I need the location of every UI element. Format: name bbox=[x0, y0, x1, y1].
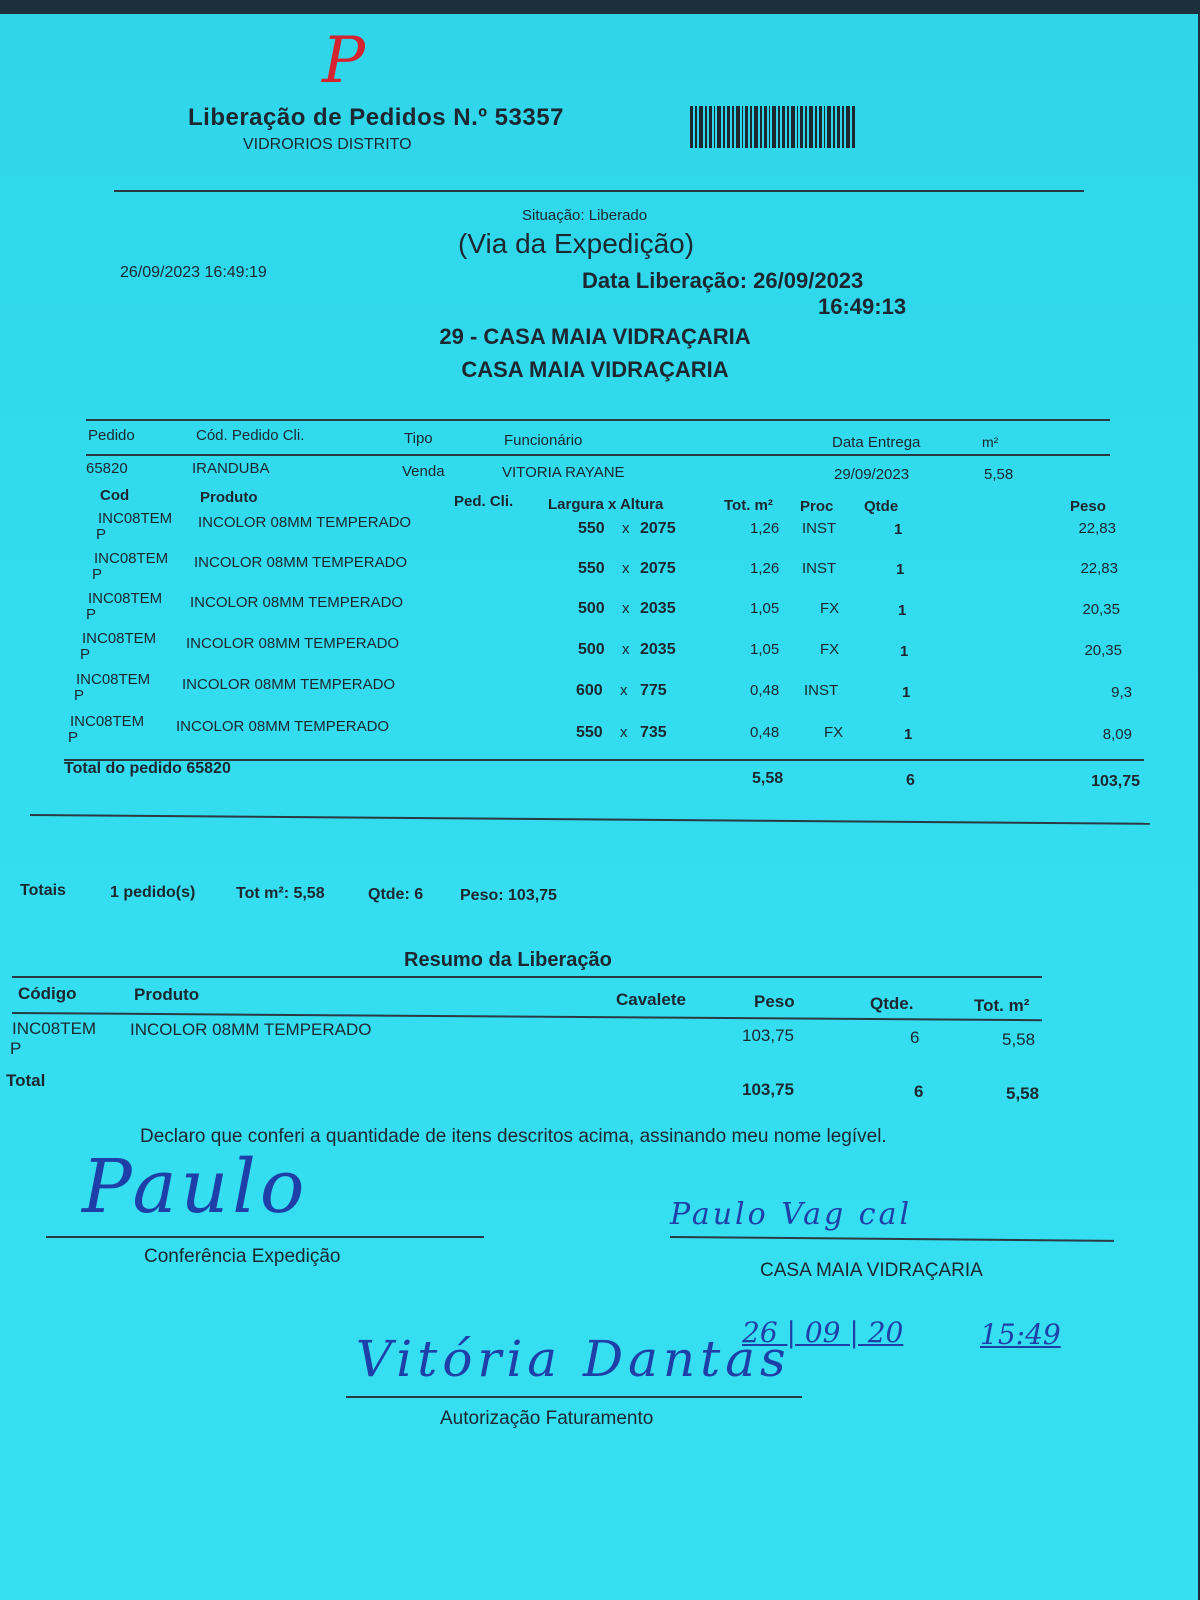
order-total-peso: 103,75 bbox=[1091, 773, 1140, 790]
item-produto: INCOLOR 08MM TEMPERADO bbox=[198, 514, 412, 531]
item-produto: INCOLOR 08MM TEMPERADO bbox=[186, 635, 400, 652]
summary-total-peso: 103,75 bbox=[742, 1080, 794, 1099]
summary-header-qtde: Qtde. bbox=[870, 994, 914, 1013]
summary-header-cavalete: Cavalete bbox=[616, 990, 686, 1009]
item-proc: INST bbox=[804, 682, 839, 699]
item-produto: INCOLOR 08MM TEMPERADO bbox=[176, 718, 390, 735]
item-largura: 550 bbox=[576, 724, 603, 741]
handwritten-date: 26 | 09 | 20 bbox=[742, 1316, 904, 1349]
item-tot-m2: 1,05 bbox=[750, 600, 780, 617]
item-header-produto: Produto bbox=[200, 489, 258, 506]
order-total-qtde: 6 bbox=[906, 772, 915, 789]
status-text: Situação: Liberado bbox=[522, 207, 648, 224]
item-altura: 2035 bbox=[640, 641, 676, 658]
item-altura: 2075 bbox=[640, 520, 676, 537]
col-header-tipo: Tipo bbox=[404, 430, 433, 447]
signature-cliente: Paulo Vag cal bbox=[670, 1197, 913, 1232]
client-line-1: 29 - CASA MAIA VIDRAÇARIA bbox=[439, 324, 751, 349]
summary-cod-suffix: P bbox=[10, 1039, 22, 1058]
summary-tot-m2: 5,58 bbox=[1002, 1030, 1036, 1049]
summary-peso: 103,75 bbox=[742, 1026, 794, 1045]
order-data-entrega: 29/09/2023 bbox=[834, 466, 910, 483]
item-tot-m2: 0,48 bbox=[750, 724, 780, 741]
totals-pedidos: 1 pedido(s) bbox=[110, 884, 196, 901]
item-header-ped-cli: Ped. Cli. bbox=[454, 493, 514, 510]
signature-autorizacao: Vitória Dantas bbox=[356, 1330, 791, 1388]
item-peso: 22,83 bbox=[1078, 520, 1116, 537]
summary-qtde: 6 bbox=[910, 1028, 920, 1047]
handwritten-time: 15:49 bbox=[980, 1318, 1061, 1351]
summary-title: Resumo da Liberação bbox=[404, 949, 612, 971]
signature-label-autorizacao: Autorização Faturamento bbox=[440, 1408, 654, 1429]
summary-total-qtde: 6 bbox=[914, 1082, 924, 1101]
item-x: x bbox=[620, 682, 628, 699]
item-peso: 20,35 bbox=[1084, 642, 1122, 659]
col-header-pedido: Pedido bbox=[88, 427, 135, 444]
item-peso: 20,35 bbox=[1082, 601, 1120, 618]
signature-label-cliente: CASA MAIA VIDRAÇARIA bbox=[760, 1260, 983, 1281]
item-produto: INCOLOR 08MM TEMPERADO bbox=[194, 554, 408, 571]
item-qtde: 1 bbox=[900, 643, 909, 660]
item-altura: 2035 bbox=[640, 600, 676, 617]
col-header-m2: m² bbox=[982, 434, 999, 450]
item-cod-suffix: P bbox=[68, 729, 79, 746]
col-header-data-entrega: Data Entrega bbox=[832, 434, 921, 451]
item-largura: 550 bbox=[578, 520, 605, 537]
item-cod: INC08TEM bbox=[88, 590, 163, 607]
declaration-text: Declaro que conferi a quantidade de itens descritos acima, assinando meu nome legível. bbox=[140, 1126, 887, 1147]
liberation-date: Data Liberação: 26/09/2023 bbox=[582, 268, 864, 293]
item-qtde: 1 bbox=[896, 561, 905, 578]
item-header-peso: Peso bbox=[1070, 498, 1106, 515]
item-altura: 735 bbox=[640, 724, 667, 741]
item-header-dims: Largura x Altura bbox=[548, 496, 664, 513]
item-peso: 9,3 bbox=[1111, 684, 1132, 701]
item-x: x bbox=[622, 600, 630, 617]
item-largura: 500 bbox=[578, 600, 605, 617]
summary-total-tot-m2: 5,58 bbox=[1006, 1084, 1040, 1103]
item-proc: FX bbox=[820, 600, 840, 617]
item-x: x bbox=[622, 560, 630, 577]
order-funcionario: VITORIA RAYANE bbox=[502, 464, 625, 481]
totals-qtde: Qtde: 6 bbox=[368, 886, 424, 903]
order-pedido: 65820 bbox=[86, 460, 128, 477]
item-proc: FX bbox=[824, 724, 844, 741]
item-qtde: 1 bbox=[894, 521, 903, 538]
item-x: x bbox=[622, 520, 630, 537]
item-peso: 8,09 bbox=[1102, 726, 1132, 743]
item-x: x bbox=[620, 724, 628, 741]
item-proc: INST bbox=[802, 520, 837, 537]
item-largura: 500 bbox=[578, 641, 605, 658]
item-cod: INC08TEM bbox=[98, 510, 173, 527]
item-altura: 2075 bbox=[640, 560, 676, 577]
item-cod-suffix: P bbox=[96, 526, 107, 543]
item-peso: 22,83 bbox=[1080, 560, 1118, 577]
document-title: Liberação de Pedidos N.º 53357 bbox=[188, 104, 564, 131]
item-cod-suffix: P bbox=[86, 606, 97, 623]
item-tot-m2: 1,26 bbox=[750, 560, 780, 577]
summary-header-peso: Peso bbox=[754, 992, 795, 1011]
item-qtde: 1 bbox=[904, 726, 913, 743]
divider bbox=[30, 814, 1150, 825]
company-name: VIDRORIOS DISTRITO bbox=[243, 136, 412, 153]
item-header-proc: Proc bbox=[800, 498, 834, 515]
signature-line bbox=[46, 1236, 484, 1238]
item-tot-m2: 1,26 bbox=[750, 520, 780, 537]
item-tot-m2: 0,48 bbox=[750, 682, 780, 699]
order-total-m2: 5,58 bbox=[752, 770, 784, 787]
item-cod: INC08TEM bbox=[76, 671, 151, 688]
summary-cod: INC08TEM bbox=[12, 1019, 97, 1038]
summary-header-codigo: Código bbox=[18, 984, 77, 1003]
document-page bbox=[0, 14, 1198, 1600]
totals-label: Totais bbox=[20, 882, 66, 899]
item-cod-suffix: P bbox=[92, 566, 103, 583]
order-total-label: Total do pedido 65820 bbox=[64, 760, 231, 777]
summary-total-label: Total bbox=[6, 1071, 46, 1090]
item-header-tot-m2: Tot. m² bbox=[724, 497, 773, 514]
handwritten-mark: P bbox=[322, 24, 366, 98]
signature-line bbox=[670, 1236, 1114, 1242]
signature-conferencia: Paulo bbox=[82, 1144, 309, 1230]
item-proc: FX bbox=[820, 641, 840, 658]
signature-label-conferencia: Conferência Expedição bbox=[144, 1246, 341, 1267]
summary-top-rule bbox=[12, 976, 1042, 978]
item-produto: INCOLOR 08MM TEMPERADO bbox=[190, 594, 404, 611]
item-cod: INC08TEM bbox=[94, 550, 169, 567]
barcode-icon bbox=[690, 106, 858, 148]
divider bbox=[114, 190, 1084, 192]
totals-peso: Peso: 103,75 bbox=[460, 887, 557, 904]
item-qtde: 1 bbox=[902, 684, 911, 701]
order-cod-cli: IRANDUBA bbox=[192, 460, 270, 477]
item-x: x bbox=[622, 641, 630, 658]
item-cod-suffix: P bbox=[80, 646, 91, 663]
order-header-rule bbox=[86, 454, 1110, 456]
print-timestamp: 26/09/2023 16:49:19 bbox=[120, 264, 267, 281]
order-tipo: Venda bbox=[402, 463, 445, 480]
col-header-funcionario: Funcionário bbox=[504, 432, 583, 449]
signature-line bbox=[346, 1396, 802, 1398]
totals-m2: Tot m²: 5,58 bbox=[236, 885, 325, 902]
item-qtde: 1 bbox=[898, 602, 907, 619]
item-header-cod: Cod bbox=[100, 487, 130, 504]
order-top-rule bbox=[86, 419, 1110, 421]
item-largura: 550 bbox=[578, 560, 605, 577]
item-altura: 775 bbox=[640, 682, 667, 699]
item-proc: INST bbox=[802, 560, 837, 577]
summary-produto: INCOLOR 08MM TEMPERADO bbox=[130, 1020, 372, 1039]
item-cod-suffix: P bbox=[74, 687, 85, 704]
summary-header-produto: Produto bbox=[134, 985, 200, 1004]
item-cod: INC08TEM bbox=[82, 630, 157, 647]
col-header-cod-cli: Cód. Pedido Cli. bbox=[196, 427, 305, 444]
summary-header-tot-m2: Tot. m² bbox=[974, 996, 1030, 1015]
item-produto: INCOLOR 08MM TEMPERADO bbox=[182, 676, 396, 693]
order-m2: 5,58 bbox=[984, 466, 1014, 483]
item-cod: INC08TEM bbox=[70, 713, 145, 730]
item-header-qtde: Qtde bbox=[864, 498, 899, 515]
client-line-2: CASA MAIA VIDRAÇARIA bbox=[461, 357, 729, 382]
item-tot-m2: 1,05 bbox=[750, 641, 780, 658]
via-label: (Via da Expedição) bbox=[458, 228, 695, 259]
liberation-time: 16:49:13 bbox=[818, 294, 907, 319]
item-largura: 600 bbox=[576, 682, 603, 699]
